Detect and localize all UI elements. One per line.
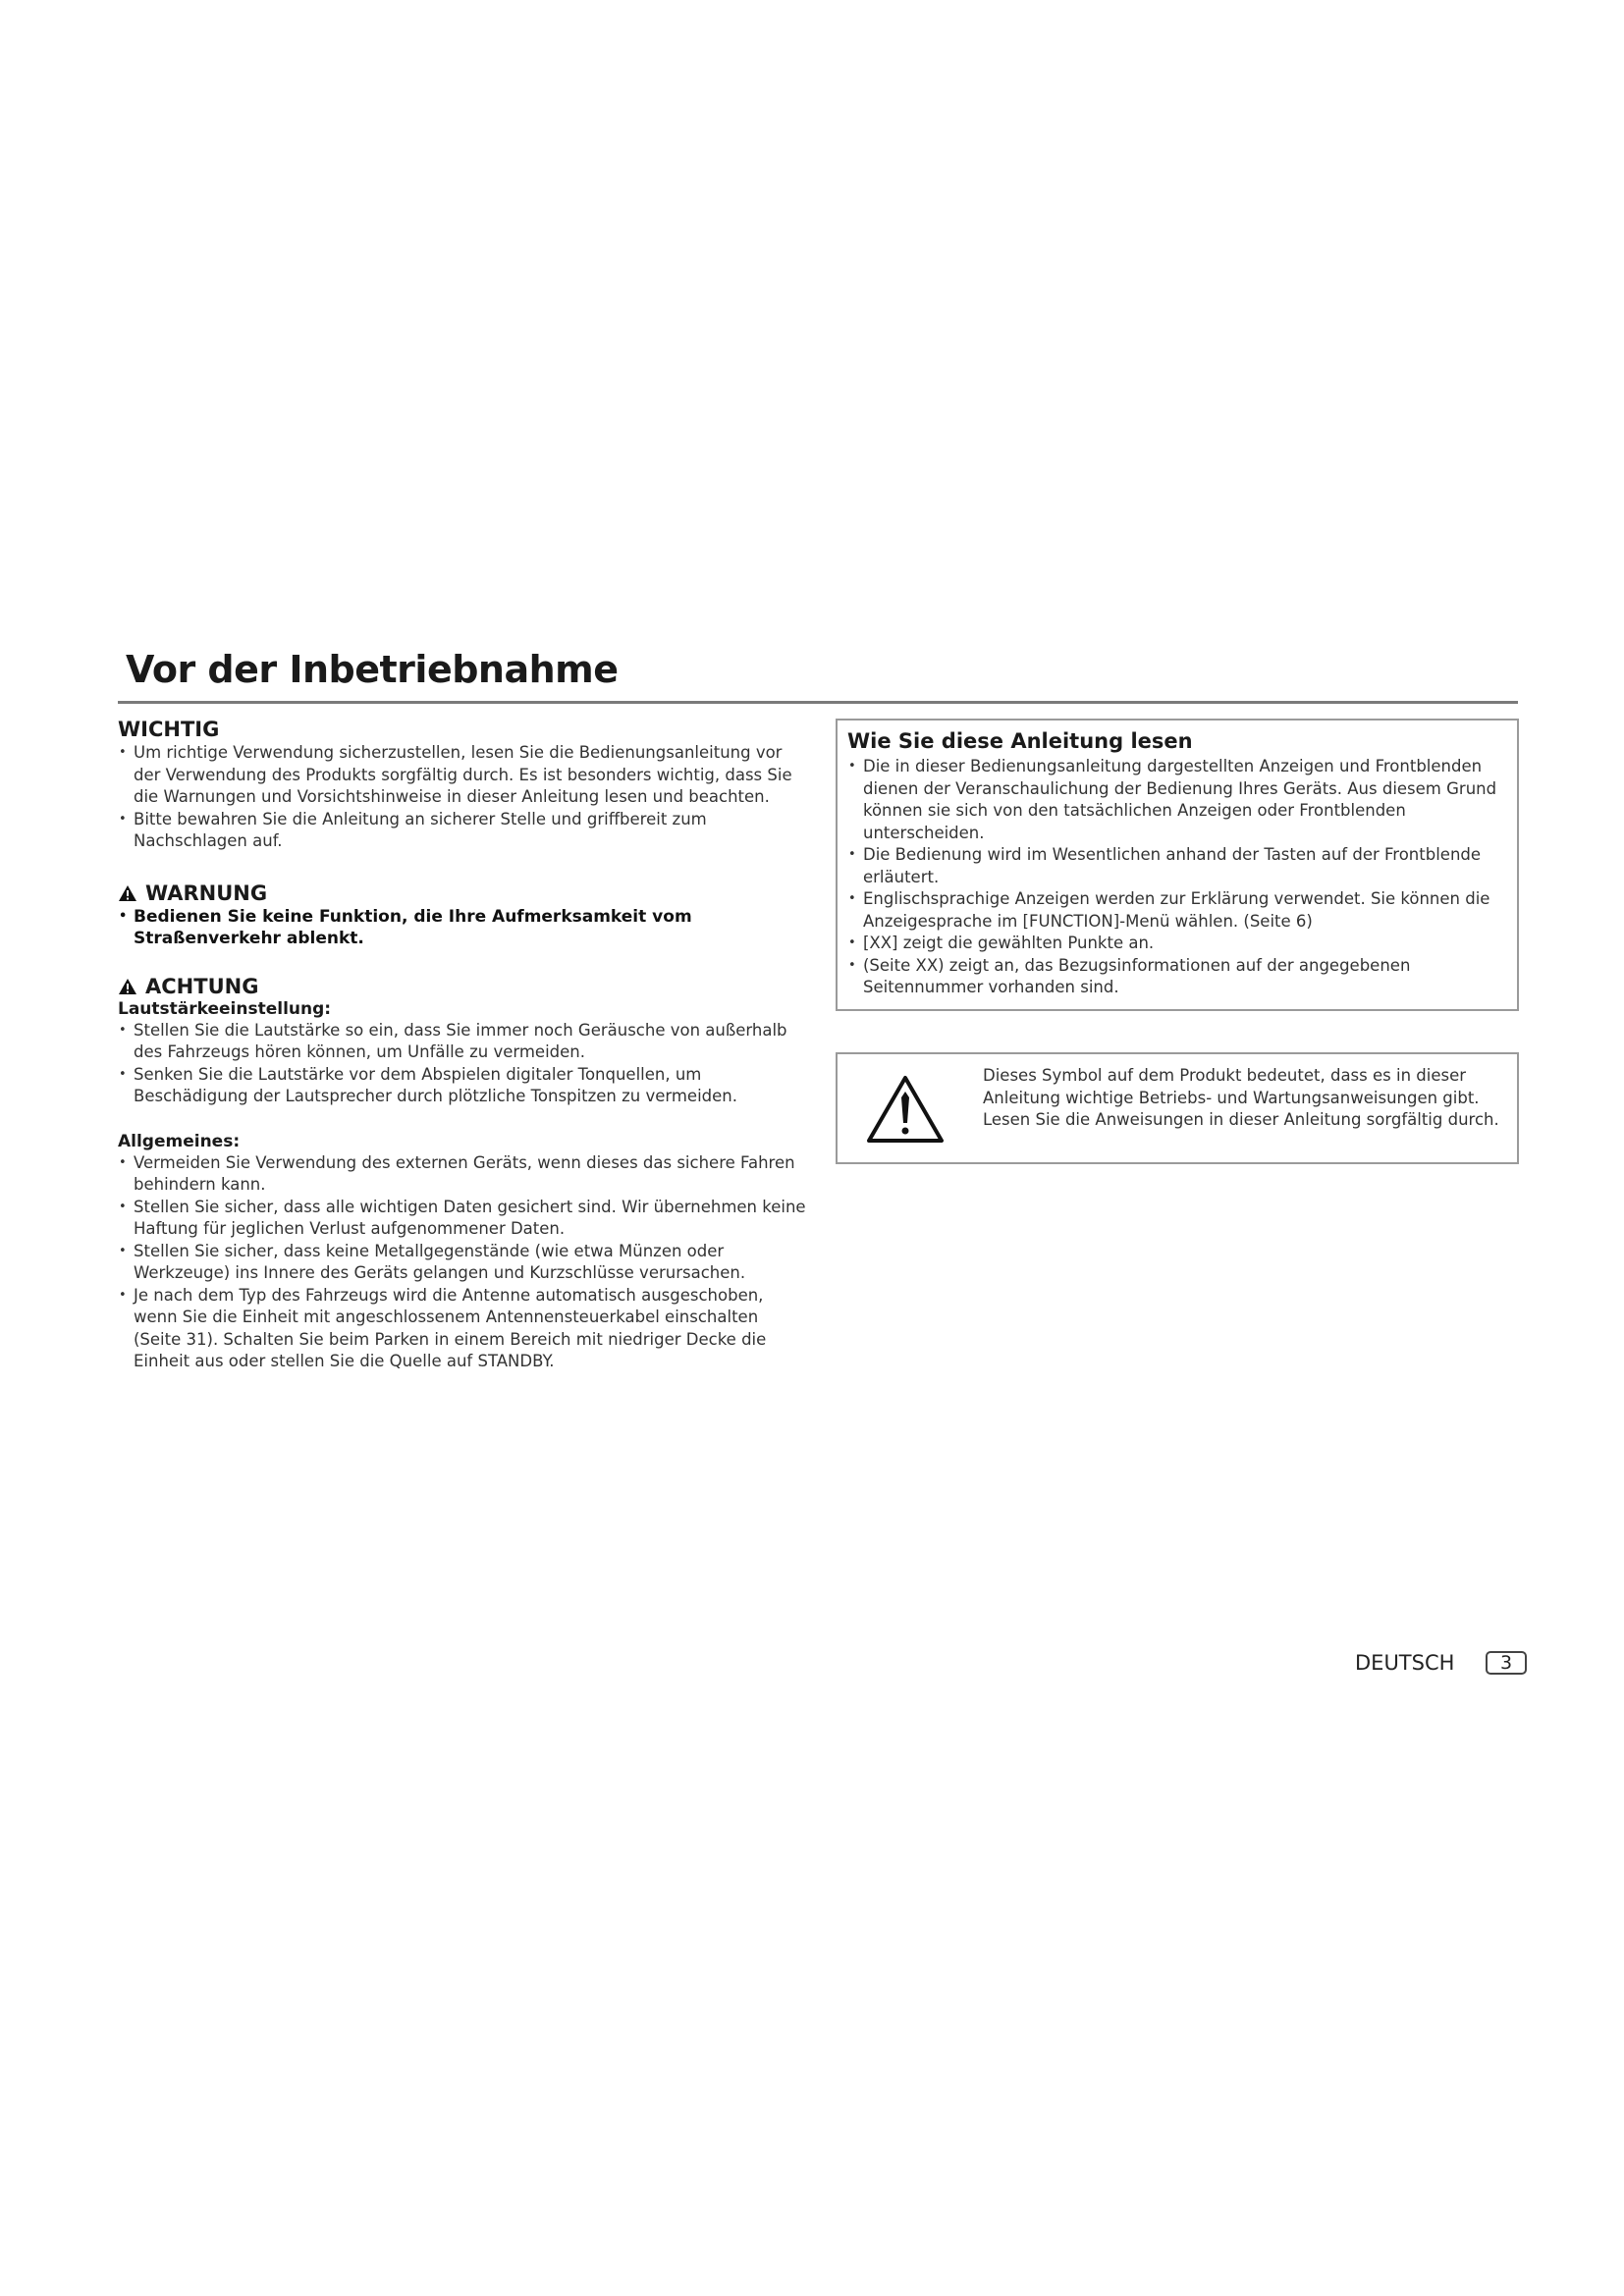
achtung-label: ACHTUNG xyxy=(145,974,259,998)
list-item: • Stellen Sie sicher, dass alle wichtigen Daten gesichert sind. Wir übernehmen keine Haftung für jeglichen Verlust aufgenommener Daten. xyxy=(118,1197,810,1241)
list-item: • Stellen Sie sicher, dass keine Metallgegenstände (wie etwa Münzen oder Werkzeuge) ins Innere des Geräts gelangen und Kurzschlüsse verursachen. xyxy=(118,1241,810,1285)
wichtig-section xyxy=(118,717,810,853)
list-item: • Um richtige Verwendung sicherzustellen, lesen Sie die Bedienungsanleitung vor der Verwendung des Produkts sorgfältig durch. Es ist besonders wichtig, dass Sie die Warnungen und Vorsichtshinweise in dieser Anleitung lesen und beachten. xyxy=(118,742,810,809)
allgemeines-heading: Allgemeines: xyxy=(118,1131,241,1151)
warning-triangle-icon xyxy=(118,884,137,902)
warnung-section xyxy=(118,881,810,950)
allgemeines-list xyxy=(118,1152,810,1373)
list-item: • [XX] zeigt die gewählten Punkte an. xyxy=(847,933,1507,955)
achtung-section xyxy=(118,974,810,1373)
list-item: • Englischsprachige Anzeigen werden zur Erklärung verwendet. Sie können die Anzeigesprache im [FUNCTION]-Menü wählen. (Seite 6) xyxy=(847,888,1507,933)
page-title: Vor der Inbetriebnahme xyxy=(126,648,619,691)
left-column xyxy=(118,717,810,1373)
list-item: • Senken Sie die Lautstärke vor dem Abspielen digitaler Tonquellen, um Beschädigung der Lautsprecher durch plötzliche Tonspitzen zu vermeiden. xyxy=(118,1064,810,1108)
wichtig-list xyxy=(118,742,810,853)
wichtig-heading: WICHTIG xyxy=(118,718,220,741)
list-item: • Bedienen Sie keine Funktion, die Ihre Aufmerksamkeit vom Straßenverkehr ablenkt. xyxy=(118,906,810,950)
list-item: • Die Bedienung wird im Wesentlichen anhand der Tasten auf der Frontblende erläutert. xyxy=(847,844,1507,888)
page-number: 3 xyxy=(1486,1651,1527,1675)
warnung-list xyxy=(118,906,810,950)
achtung-heading xyxy=(118,974,810,999)
list-item: • Vermeiden Sie Verwendung des externen Geräts, wenn dieses das sichere Fahren behindern kann. xyxy=(118,1152,810,1197)
list-item: • Je nach dem Typ des Fahrzeugs wird die Antenne automatisch ausgeschoben, wenn Sie die Einheit mit angeschlossenem Antennensteuerkabel einschalten (Seite 31). Schalten Sie beim Parken in einem Bereich mit niedriger Decke die Einheit aus oder stellen Sie die Quelle auf STANDBY. xyxy=(118,1285,810,1373)
lautstaerke-heading: Lautstärkeeinstellung: xyxy=(118,998,332,1019)
symbol-notice-box xyxy=(836,1052,1519,1164)
list-item: • Die in dieser Bedienungsanleitung dargestellten Anzeigen und Frontblenden dienen der Veranschaulichung der Bedienung Ihres Geräts. Aus diesem Grund können sie sich von den tatsächlichen Anzeigen oder Frontblenden unterscheiden. xyxy=(847,756,1507,844)
lautstaerke-list xyxy=(118,1020,810,1108)
symbol-notice-text: Dieses Symbol auf dem Produkt bedeutet, dass es in dieser Anleitung wichtige Betriebs- und Wartungsanweisungen gibt. Lesen Sie die Anweisungen in dieser Anleitung sorgfältig durch. xyxy=(983,1066,1499,1129)
title-divider xyxy=(118,701,1518,704)
warnung-label: WARNUNG xyxy=(145,881,268,905)
reading-guide-list xyxy=(847,756,1507,999)
reading-guide-heading: Wie Sie diese Anleitung lesen xyxy=(847,729,1193,753)
list-item: • Bitte bewahren Sie die Anleitung an sicherer Stelle und griffbereit zum Nachschlagen auf. xyxy=(118,809,810,853)
footer-language: DEUTSCH xyxy=(1355,1651,1455,1675)
list-item: • Stellen Sie die Lautstärke so ein, dass Sie immer noch Geräusche von außerhalb des Fahrzeugs hören können, um Unfälle zu vermeiden. xyxy=(118,1020,810,1064)
caution-triangle-icon xyxy=(865,1074,946,1145)
warnung-heading xyxy=(118,881,810,906)
warning-triangle-icon xyxy=(118,978,137,995)
list-item: • (Seite XX) zeigt an, das Bezugsinformationen auf der angegebenen Seitennummer vorhanden sind. xyxy=(847,955,1507,999)
reading-guide-box xyxy=(836,719,1519,1011)
